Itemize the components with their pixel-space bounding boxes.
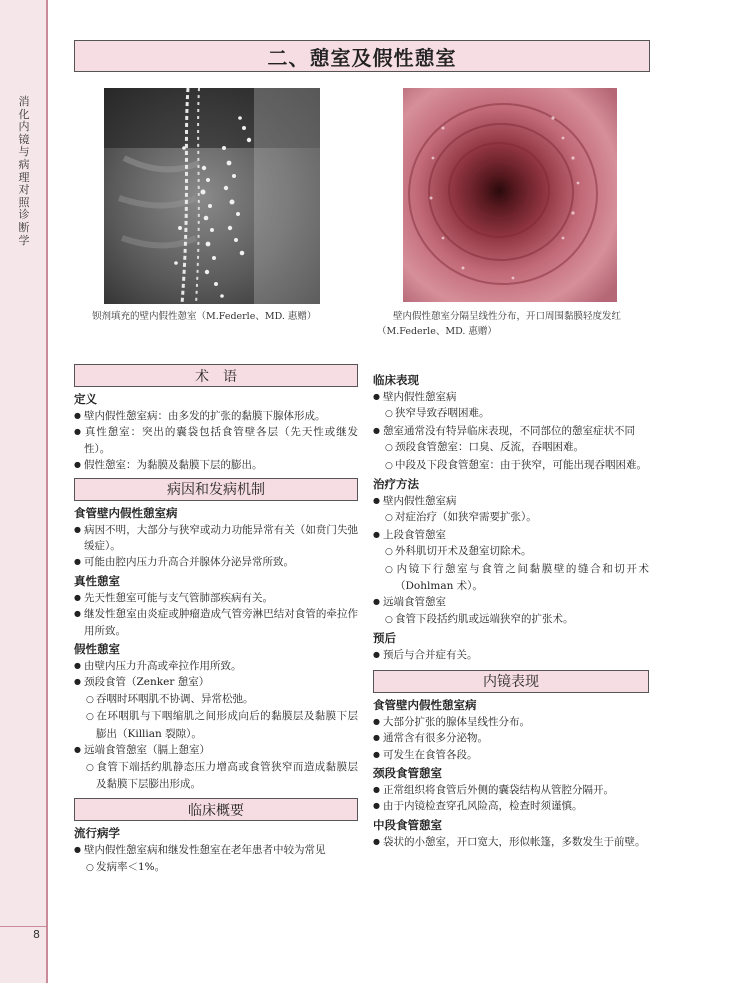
bullet-item: ● 继发性憩室由炎症或肿瘤造成气管旁淋巴结对食管的牵拉作用所致。 [74,606,358,639]
barium-radiograph-image [104,88,320,304]
bullet-item: ● 通常含有很多分泌物。 [373,730,649,746]
sub-bullet-item: ○ 中段及下段食管憩室：由于狭窄，可能出现吞咽困难。 [373,457,649,474]
left-column [74,364,358,876]
subheading-clinical-presentation: 临床表现 [373,373,419,387]
section-header-terms: 术 语 [74,364,358,387]
bullet-item: ● 憩室通常没有特异临床表现，不同部位的憩室症状不同 [373,423,649,439]
sub-bullet-item: ○ 狭窄导致吞咽困难。 [373,405,649,422]
subheading-cervical-diverticulum: 颈段食管憩室 [373,765,442,780]
sub-bullet-item: ○ 外科肌切开术及憩室切除术。 [373,543,649,560]
bullet-item: ● 可能由腔内压力升高合并腺体分泌异常所致。 [74,554,358,570]
right-caption-line-1: 壁内假性憩室分隔呈线性分布，开口周围黏膜轻度发红 [393,311,622,322]
subheading-definition: 定义 [74,392,97,406]
page-title-box [74,40,650,72]
sub-bullet-item: ○ 内镜下行憩室与食管之间黏膜壁的缝合和切开术（Dohlman 术）。 [373,561,649,595]
right-caption-line-2: （M.Federle、MD. 惠赠） [377,326,497,337]
bullet-item: ● 可发生在食管各段。 [373,747,649,763]
left-figure-caption: 钡剂填充的壁内假性憩室（M.Federle、MD. 惠赠） [92,311,317,322]
bullet-item: ● 壁内假性憩室病 [373,493,649,509]
bullet-item: ● 壁内假性憩室病和继发性憩室在老年患者中较为常见 [74,842,358,858]
sidebar [0,0,48,983]
right-figure-caption [377,309,653,339]
section-header-etiology: 病因和发病机制 [74,478,358,501]
sub-bullet-item: ○ 在环咽肌与下咽缩肌之间形成向后的黏膜层及黏膜下层膨出（Killian 裂隙）。 [74,708,358,742]
bullet-item: ● 正常组织将食管后外侧的囊袋结构从管腔分隔开。 [373,782,649,798]
endoscopy-image [403,88,617,302]
subheading-intramural-pseudodiverticulosis: 食管壁内假性憩室病 [373,697,477,712]
subheading-treatment: 治疗方法 [373,477,419,492]
bullet-item: ● 预后与合并症有关。 [373,647,649,663]
bullet-item: ● 先天性憩室可能与支气管肺部疾病有关。 [74,590,358,606]
subheading-true-diverticulum: 真性憩室 [74,573,120,588]
sidebar-divider [0,926,46,927]
bullet-item: ● 远端食管憩室（膈上憩室） [74,742,358,758]
book-title: 消化内镜与病理对照诊断学 [18,95,30,247]
bullet-item: ● 由于内镜检查穿孔风险高，检查时须谨慎。 [373,798,649,814]
bullet-item: ● 远端食管憩室 [373,594,649,610]
sub-bullet-item: ○ 食管下段括约肌或远端狭窄的扩张术。 [373,611,649,628]
section-header-clinical-overview: 临床概要 [74,798,358,821]
sub-bullet-item: ○ 发病率＜1%。 [74,859,358,876]
sub-bullet-item: ○ 对症治疗（如狭窄需要扩张）。 [373,509,649,526]
bullet-item: ● 袋状的小憩室，开口宽大，形似帐篷，多数发生于前壁。 [373,834,649,850]
subheading-pseudodiverticulum: 假性憩室 [74,642,120,657]
section-header-endoscopy: 内镜表现 [373,670,649,693]
subheading-intramural-pseudodiverticulosis: 食管壁内假性憩室病 [74,505,178,520]
page-number: 8 [33,928,40,941]
bullet-item: ● 壁内假性憩室病 [373,389,649,405]
bullet-item: ● 病因不明，大部分与狭窄或动力功能异常有关（如贲门失弛缓症）。 [74,522,358,555]
subheading-prognosis: 预后 [373,631,396,646]
bullet-item: ● 真性憩室：突出的囊袋包括食管壁各层（先天性或继发性）。 [74,424,358,457]
right-column [373,370,649,850]
page-title: 二、憩室及假性憩室 [267,45,457,70]
bullet-item: ● 由壁内压力升高或牵拉作用所致。 [74,658,358,674]
subheading-epidemiology: 流行病学 [74,826,120,841]
sub-bullet-item: ○ 食管下端括约肌静态压力增高或食管狭窄而造成黏膜层及黏膜下层膨出形成。 [74,759,358,793]
sub-bullet-item: ○ 吞咽时环咽肌不协调、异常松弛。 [74,691,358,708]
bullet-item: ● 大部分扩张的腺体呈线性分布。 [373,714,649,730]
bullet-item: ● 颈段食管（Zenker 憩室） [74,674,358,690]
bullet-item: ● 壁内假性憩室病：由多发的扩张的黏膜下腺体形成。 [74,408,358,424]
subheading-midesophageal-diverticulum: 中段食管憩室 [373,817,442,832]
sub-bullet-item: ○ 颈段食管憩室：口臭、反流，吞咽困难。 [373,439,649,456]
bullet-item: ● 上段食管憩室 [373,527,649,543]
bullet-item: ● 假性憩室：为黏膜及黏膜下层的膨出。 [74,457,358,473]
